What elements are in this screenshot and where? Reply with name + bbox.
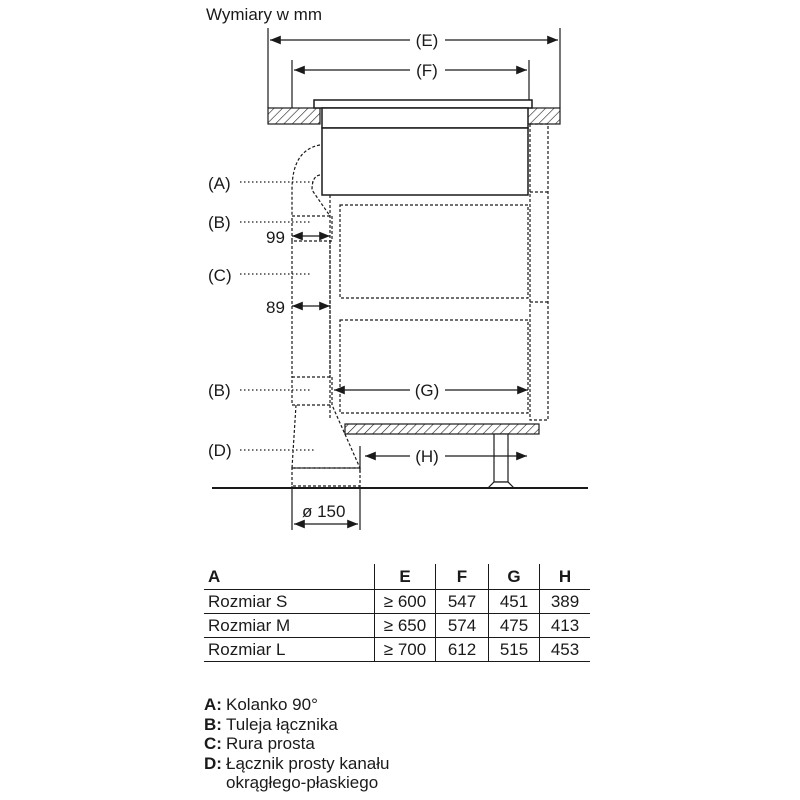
hob: [314, 100, 532, 195]
cell-f: 612: [436, 638, 489, 662]
label-f: (F): [416, 61, 438, 80]
legend-item: [204, 695, 389, 715]
callout-d-label: (D): [208, 441, 232, 460]
dim-150-text: ø 150: [302, 502, 346, 521]
legend-text: Łącznik prosty kanału: [226, 753, 390, 773]
cell-g: 515: [489, 638, 540, 662]
legend-key: B:: [204, 714, 222, 734]
label-e: (E): [415, 31, 439, 50]
table-row: [204, 614, 590, 638]
cell-h: 389: [540, 590, 591, 614]
dimension-150: [292, 486, 360, 530]
cell-g: 451: [489, 590, 540, 614]
callout-b-bottom-label: (B): [208, 381, 231, 400]
cell-g: 475: [489, 614, 540, 638]
legend-item: [204, 715, 389, 735]
legend-text: Rura prosta: [226, 734, 315, 753]
header-f: F: [436, 564, 489, 590]
row-name: Rozmiar L: [208, 639, 286, 659]
dimension-99: [266, 228, 330, 247]
duct: [292, 145, 360, 486]
header-a: A: [208, 566, 221, 586]
dim-89-text: 89: [266, 298, 285, 317]
legend-text: Kolanko 90°: [226, 695, 318, 714]
legend-key: A:: [204, 695, 222, 714]
cell-h: 413: [540, 614, 591, 638]
legend-item: [204, 734, 389, 754]
cell-e: ≥ 700: [375, 638, 436, 662]
dimension-e: [268, 28, 560, 108]
dimension-89: [266, 298, 330, 317]
legend-text: Tuleja łącznika: [226, 714, 338, 734]
table-header-row: [204, 564, 590, 590]
callout-a-label: (A): [208, 174, 231, 193]
legend-item: [204, 754, 389, 774]
dimensions-table: [204, 564, 590, 662]
header-g: G: [489, 564, 540, 590]
label-h: (H): [415, 447, 439, 466]
cell-e: ≥ 600: [375, 590, 436, 614]
cell-f: 574: [436, 614, 489, 638]
cell-h: 453: [540, 638, 591, 662]
row-name: Rozmiar M: [208, 615, 291, 635]
callout-b-bottom: [208, 381, 312, 400]
label-g: (G): [414, 381, 440, 400]
dim-99-text: 99: [266, 228, 285, 247]
row-name: Rozmiar S: [208, 591, 288, 611]
legend-key: D:: [204, 753, 222, 773]
parts-legend: [204, 695, 389, 793]
legend-key: C:: [204, 734, 222, 753]
callout-a: [208, 174, 316, 193]
callout-c: [208, 266, 312, 285]
callout-d: [208, 441, 316, 460]
legend-text-continued: okrągłego-płaskiego: [226, 773, 379, 792]
callout-c-label: (C): [208, 266, 232, 285]
units-title: Wymiary w mm: [206, 5, 322, 24]
callout-b-top-label: (B): [208, 213, 231, 232]
table-row: [204, 638, 590, 662]
header-e: E: [375, 564, 436, 590]
table-row: [204, 590, 590, 614]
dimension-g: [334, 381, 528, 400]
cell-e: ≥ 650: [375, 614, 436, 638]
cell-f: 547: [436, 590, 489, 614]
header-h: H: [540, 564, 591, 590]
